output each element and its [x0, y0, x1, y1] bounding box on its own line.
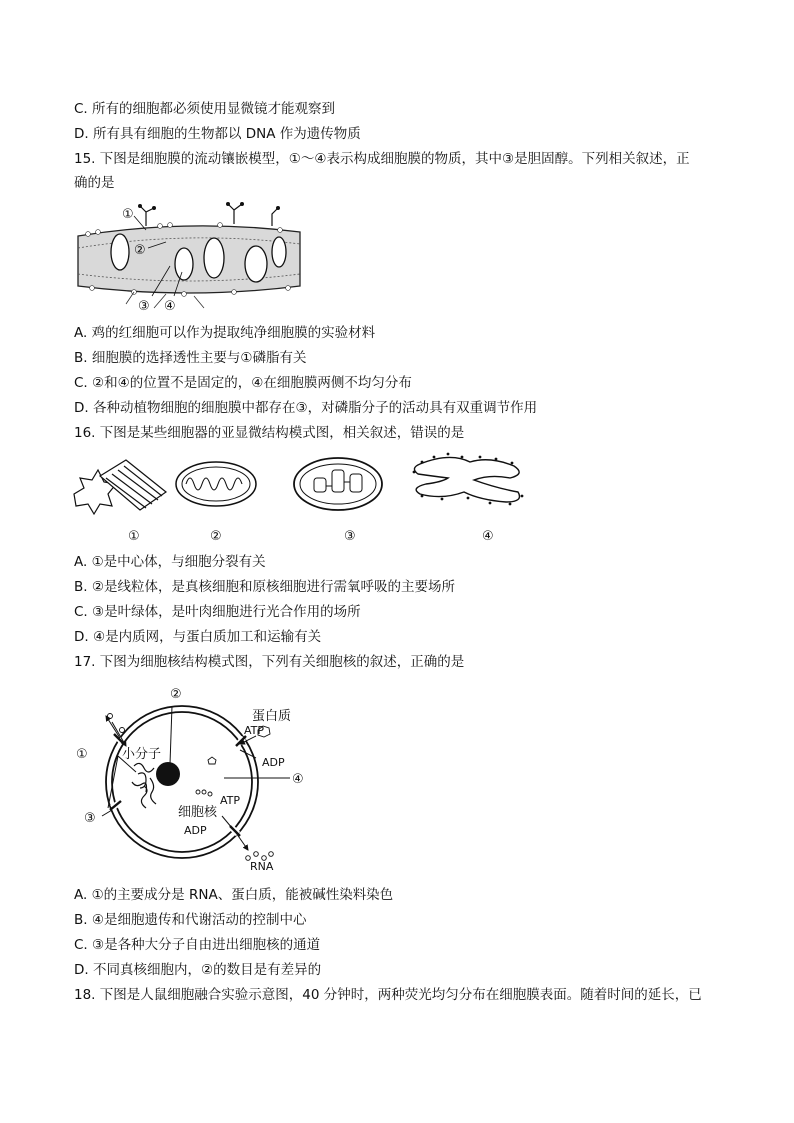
- q17-label-1: ①: [76, 747, 88, 762]
- q15-label-1: ①: [122, 207, 134, 222]
- q18-stem-line1: 18. 下图是人鼠细胞融合实验示意图，40 分钟时，两种荧光均匀分布在细胞膜表面。随着时间的延长，已: [74, 987, 702, 1003]
- q17-label-protein: 蛋白质: [252, 709, 292, 724]
- q17-option-d: D. 不同真核细胞内，②的数目是有差异的: [74, 962, 322, 978]
- q15-label-2: ②: [134, 243, 146, 258]
- q17-option-b: B. ④是细胞遗传和代谢活动的控制中心: [74, 912, 307, 928]
- q16-stem: 16. 下图是某些细胞器的亚显微结构模式图，相关叙述，错误的是: [74, 425, 465, 441]
- q17-option-c: C. ③是各种大分子自由进出细胞核的通道: [74, 937, 321, 953]
- q16-label-1: ①: [128, 529, 140, 544]
- q15-stem-line1: 15. 下图是细胞膜的流动镶嵌模型，①～④表示构成细胞膜的物质，其中③是胆固醇。下列相关叙述，正: [74, 151, 690, 167]
- q14-option-d: D. 所有具有细胞的生物都以 DNA 作为遗传物质: [74, 126, 361, 142]
- q17-label-3: ③: [84, 811, 96, 826]
- q16-option-c: C. ③是叶绿体，是叶肉细胞进行光合作用的场所: [74, 604, 361, 620]
- q15-label-4: ④: [164, 299, 176, 314]
- q17-option-a: A. ①的主要成分是 RNA、蛋白质，能被碱性染料染色: [74, 887, 394, 903]
- q17-nucleus-figure: [72, 682, 312, 878]
- q17-label-atp-bottom: ATP: [220, 794, 241, 807]
- q16-label-3: ③: [344, 529, 356, 544]
- q17-label-small-molecule: 小分子: [122, 747, 162, 762]
- q15-option-c: C. ②和④的位置不是固定的，④在细胞膜两侧不均匀分布: [74, 375, 412, 391]
- q17-label-nucleus: 细胞核: [178, 805, 218, 820]
- q15-option-b: B. 细胞膜的选择透性主要与①磷脂有关: [74, 350, 307, 366]
- q15-stem-line2: 确的是: [74, 175, 115, 191]
- q16-option-a: A. ①是中心体，与细胞分裂有关: [74, 554, 266, 570]
- q17-label-atp-top: ATP: [244, 724, 265, 737]
- q16-option-d: D. ④是内质网，与蛋白质加工和运输有关: [74, 629, 322, 645]
- q17-label-2: ②: [170, 687, 182, 702]
- q15-membrane-figure: [74, 200, 304, 318]
- q16-label-4: ④: [482, 529, 494, 544]
- q17-label-4: ④: [292, 772, 304, 787]
- q17-stem: 17. 下图为细胞核结构模式图，下列有关细胞核的叙述，正确的是: [74, 654, 465, 670]
- q16-organelles-figure: [70, 448, 540, 548]
- q15-label-3: ③: [138, 299, 150, 314]
- q17-label-rna: RNA: [250, 860, 274, 873]
- q14-option-c: C. 所有的细胞都必须使用显微镜才能观察到: [74, 101, 336, 117]
- q15-option-d: D. 各种动植物细胞的细胞膜中都存在③，对磷脂分子的活动具有双重调节作用: [74, 400, 538, 416]
- q17-label-adp-bottom: ADP: [184, 824, 207, 837]
- q16-option-b: B. ②是线粒体，是真核细胞和原核细胞进行需氧呼吸的主要场所: [74, 579, 455, 595]
- q17-label-adp-top: ADP: [262, 756, 285, 769]
- q16-label-2: ②: [210, 529, 222, 544]
- q15-option-a: A. 鸡的红细胞可以作为提取纯净细胞膜的实验材料: [74, 325, 376, 341]
